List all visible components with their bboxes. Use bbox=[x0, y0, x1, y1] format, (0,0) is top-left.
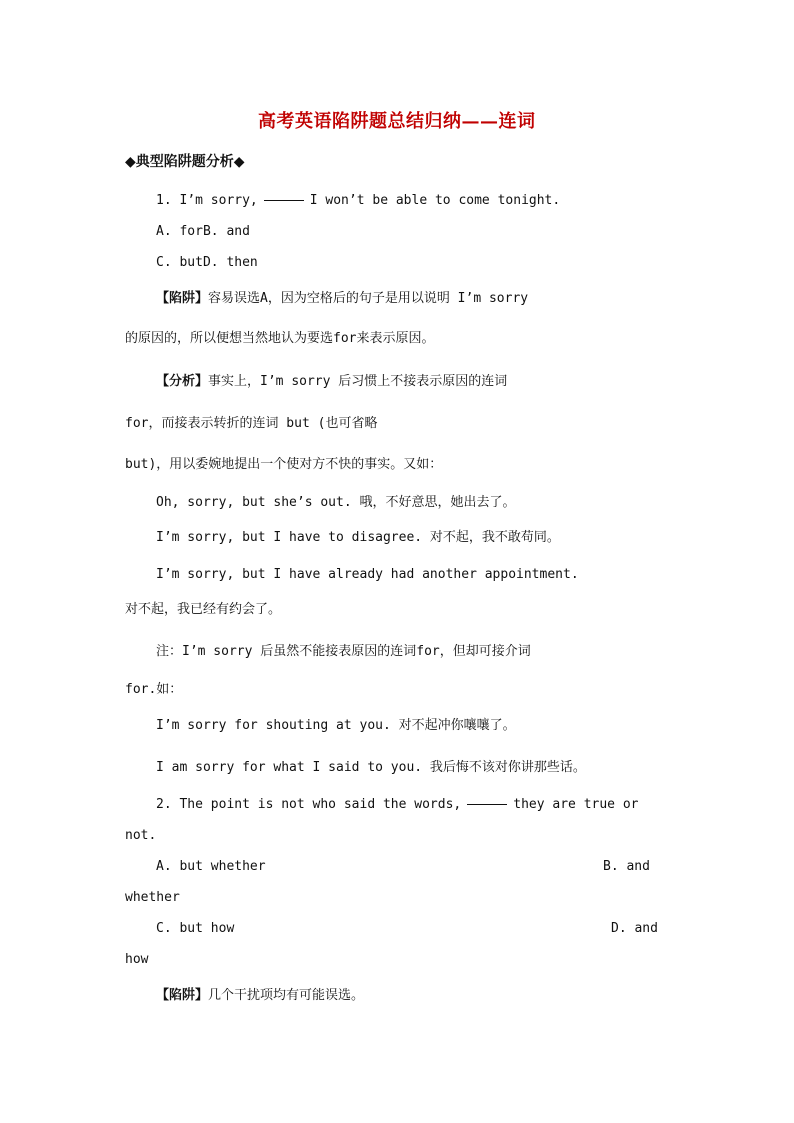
q1-options-cd: C. butD. then bbox=[156, 255, 258, 270]
q1-stem-before: 1. I’m sorry, bbox=[156, 193, 258, 208]
q1-analysis-line-3: but)，用以委婉地提出一个使对方不快的事实。又如： bbox=[125, 457, 443, 472]
q1-answer-blank bbox=[264, 200, 304, 201]
q1-note-line-2: for.如： bbox=[125, 682, 183, 697]
q2-option-d-cont: how bbox=[125, 952, 149, 967]
q1-example-1: Oh, sorry, but she’s out. 哦，不好意思，她出去了。 bbox=[156, 495, 516, 510]
q1-example-2: I’m sorry, but I have to disagree. 对不起，我不敢苟同。 bbox=[156, 530, 560, 545]
q1-example-3b: 对不起，我已经有约会了。 bbox=[125, 602, 282, 617]
q2-option-b-cont: whether bbox=[125, 890, 180, 905]
q2-option-d: D. and bbox=[611, 921, 658, 936]
q2-answer-blank bbox=[467, 804, 507, 805]
q1-analysis-line-1 bbox=[156, 373, 507, 391]
q2-stem-after: they are true or bbox=[513, 797, 639, 812]
q1-example-5: I am sorry for what I said to you. 我后悔不该对你讲那些话。 bbox=[156, 760, 586, 775]
q1-stem-after: I won’t be able to come tonight. bbox=[309, 193, 561, 208]
q2-trap-tag: 【陷阱】 bbox=[156, 988, 209, 1003]
q1-trap-text-1: 容易误选A，因为空格后的句子是用以说明 I’m sorry bbox=[208, 291, 529, 306]
q1-analysis-tag: 【分析】 bbox=[156, 374, 209, 389]
q1-stem bbox=[156, 192, 560, 210]
page-title: 高考英语陷阱题总结归纳——连词 bbox=[258, 111, 536, 132]
q2-trap-line bbox=[156, 987, 364, 1005]
q1-trap-tag: 【陷阱】 bbox=[156, 291, 209, 306]
q2-option-b: B. and bbox=[603, 859, 650, 874]
q2-option-a: A. but whether bbox=[156, 859, 266, 874]
q1-analysis-text-1: 事实上，I’m sorry 后习惯上不接表示原因的连词 bbox=[208, 374, 508, 389]
q2-option-c: C. but how bbox=[156, 921, 235, 936]
q1-trap-line-1 bbox=[156, 290, 528, 308]
q1-options-ab: A. forB. and bbox=[156, 224, 250, 239]
q1-example-4: I’m sorry for shouting at you. 对不起冲你嚷嚷了。 bbox=[156, 718, 516, 733]
q2-stem bbox=[156, 796, 638, 814]
q1-note-line-1: 注：I’m sorry 后虽然不能接表原因的连词for，但却可接介词 bbox=[156, 644, 531, 659]
section-heading: ◆典型陷阱题分析◆ bbox=[125, 154, 245, 170]
q2-trap-text: 几个干扰项均有可能误选。 bbox=[208, 988, 365, 1003]
q2-stem-before: 2. The point is not who said the words, bbox=[156, 797, 462, 812]
q2-stem-cont: not. bbox=[125, 828, 157, 843]
q1-analysis-line-2: for，而接表示转折的连词 but (也可省略 bbox=[125, 416, 378, 431]
q1-example-3a: I’m sorry, but I have already had another appointment. bbox=[156, 567, 579, 582]
q1-trap-line-2: 的原因的，所以便想当然地认为要选for来表示原因。 bbox=[125, 331, 435, 346]
